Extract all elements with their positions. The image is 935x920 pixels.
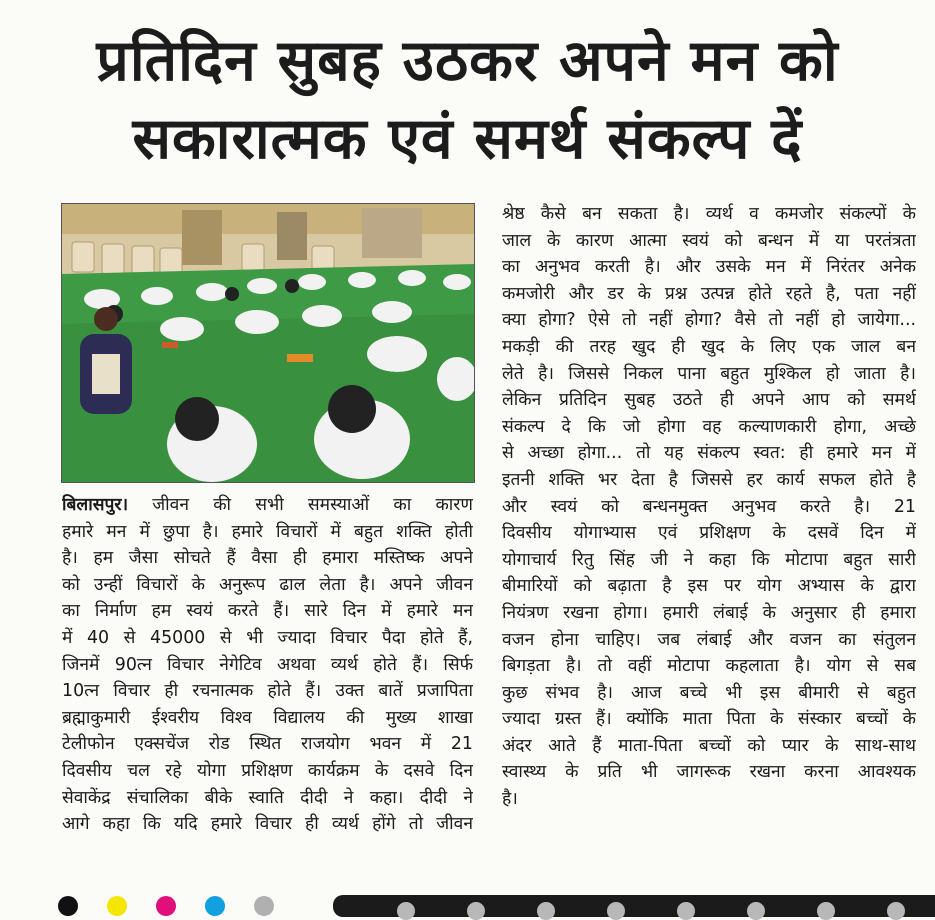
registration-dot-magenta — [156, 896, 176, 916]
article-column-right — [502, 201, 916, 813]
registration-dot-black — [58, 896, 78, 916]
registration-dot-yellow — [107, 896, 127, 916]
article-line: मकड़ी की तरह खुद ही खुद के लिए एक जाल बन — [502, 336, 916, 357]
headline-line-1: प्रतिदिन सुबह उठकर अपने मन को — [96, 28, 839, 94]
article-line: इतनी शक्ति भर देता है जिससे हर कार्य सफल होते है — [502, 469, 916, 490]
registration-bar-dot — [467, 902, 485, 920]
article-line: का निर्माण हम स्वयं करते हैं। सारे दिन में हमारे मन — [62, 601, 473, 622]
article-line: बीमारियों को बढ़ाता है इस पर योग अभ्यास के द्वारा — [502, 576, 916, 597]
article-line: लेकिन प्रतिदिन सुबह उठते ही अपने आप को समर्थ — [502, 390, 916, 411]
article-line: अंदर आते हैं माता-पिता बच्चों को प्यार के साथ-साथ — [502, 735, 916, 756]
registration-bar-dot — [397, 902, 415, 920]
article-line: योगाचार्य रितु सिंह जी ने कहा कि मोटापा बहुत सारी — [502, 549, 916, 570]
article-line — [62, 492, 473, 519]
article-line: ज्यादा ग्रस्त हैं। क्योंकि माता पिता के संस्कार बच्चों के — [502, 709, 916, 730]
article-line: हमारे मन में छुपा है। हमारे विचारों में बहुत शक्ति होती — [62, 521, 473, 542]
article-line: श्रेष्ठ कैसे बन सकता है। व्यर्थ व कमजोर संकल्पों के — [502, 204, 916, 224]
article-line: टेलीफोन एक्सचेंज रोड स्थित राजयोग भवन में 21 — [62, 734, 473, 755]
article-line: क्या होगा? ऐसे तो नहीं होगा? वैसे तो नहीं हो जायेगा... — [502, 310, 916, 331]
article-line: है। हम जैसा सोचते हैं वैसा ही हमारा मस्तिष्क अपने — [62, 548, 473, 569]
article-line: आगे कहा कि यदि हमारे विचार ही व्यर्थ होंगे तो जीवन — [62, 814, 473, 835]
article-line: लेते है। जिससे निकल पाना बहुत मुश्किल हो जाता है। — [502, 363, 916, 384]
article-line: 10त्न विचार ही रचनात्मक होते हैं। उक्त बातें प्रजापिता — [62, 681, 473, 702]
article-line: जाल के कारण आत्मा स्वयं को बन्धन में या परतंत्रता — [502, 230, 916, 251]
article-line: नियंत्रण रखना होगा। हमारी लंबाई के अनुसार ही हमारा — [502, 602, 916, 623]
article-line: कमजोरी और डर के प्रश्न उत्पन्न होते रहते है, पता नहीं — [502, 283, 916, 304]
article-line: वजन होना चाहिए। जब लंबाई और वजन का संतुलन — [502, 629, 916, 650]
registration-bar-dot — [887, 902, 905, 920]
print-registration-marks — [0, 889, 935, 917]
article-line: सेवाकेंद्र संचालिका बीके स्वाति दीदी ने कहा। दीदी ने — [62, 787, 473, 808]
article-line: बिगड़ता है। तो वहीं मोटापा कहलाता है। योग से सब — [502, 656, 916, 677]
article-line: में 40 से 45000 से भी ज्यादा विचार पैदा होते हैं, — [62, 627, 473, 648]
article-line: स्वास्थ्य के प्रति भी जागरूक रखना करना आवश्यक — [502, 762, 916, 783]
article-line: संकल्प दे कि जो होगा वह कल्याणकारी होगा, अच्छे — [502, 416, 916, 437]
registration-dot-grey — [254, 896, 274, 916]
article-line: से अच्छा होगा... तो यह संकल्प स्वत: ही हमारे मन में — [502, 443, 916, 464]
registration-bar-dot — [817, 902, 835, 920]
article-column-left — [62, 492, 473, 838]
yoga-class-photo-icon — [62, 204, 474, 482]
headline-line-2: सकारात्मक एवं समर्थ संकल्प दें — [132, 106, 803, 172]
article-line: को उन्हीं विचारों के अनुरूप ढाल लेता है। अपने जीवन — [62, 574, 473, 595]
article-line: है। — [502, 789, 518, 810]
article-line: दिवसीय योगाभ्यास एवं प्रशिक्षण के दसवें दिन में — [502, 523, 916, 544]
registration-dot-cyan — [205, 896, 225, 916]
article-line: दिवसीय चल रहे योगा प्रशिक्षण कार्यक्रम के दसवे दिन — [62, 760, 473, 781]
article-line-text: जीवन की सभी समस्याओं का कारण — [128, 495, 473, 515]
article-line: ब्रह्माकुमारी ईश्वरीय विश्व विद्यालय की मुख्य शाखा — [62, 707, 473, 728]
article-line: का अनुभव करती है। और उसके मन में निरंतर अनेक — [502, 257, 916, 278]
yoga-class-photo — [61, 203, 475, 483]
article-line: कुछ संभव है। आज बच्चे भी इस बीमारी से बहुत — [502, 682, 916, 703]
registration-bar — [333, 895, 935, 917]
article-line: और स्वयं को बन्धनमुक्त अनुभव करते है। 21 — [502, 496, 916, 517]
registration-bar-dot — [537, 902, 555, 920]
dateline: बिलासपुर। — [62, 495, 129, 515]
article-line: जिनमें 90त्न विचार नेगेटिव अथवा व्यर्थ होते हैं। सिर्फ — [62, 654, 473, 675]
registration-bar-dot — [607, 902, 625, 920]
registration-bar-dot — [747, 902, 765, 920]
registration-bar-dot — [677, 902, 695, 920]
headline — [0, 22, 935, 178]
